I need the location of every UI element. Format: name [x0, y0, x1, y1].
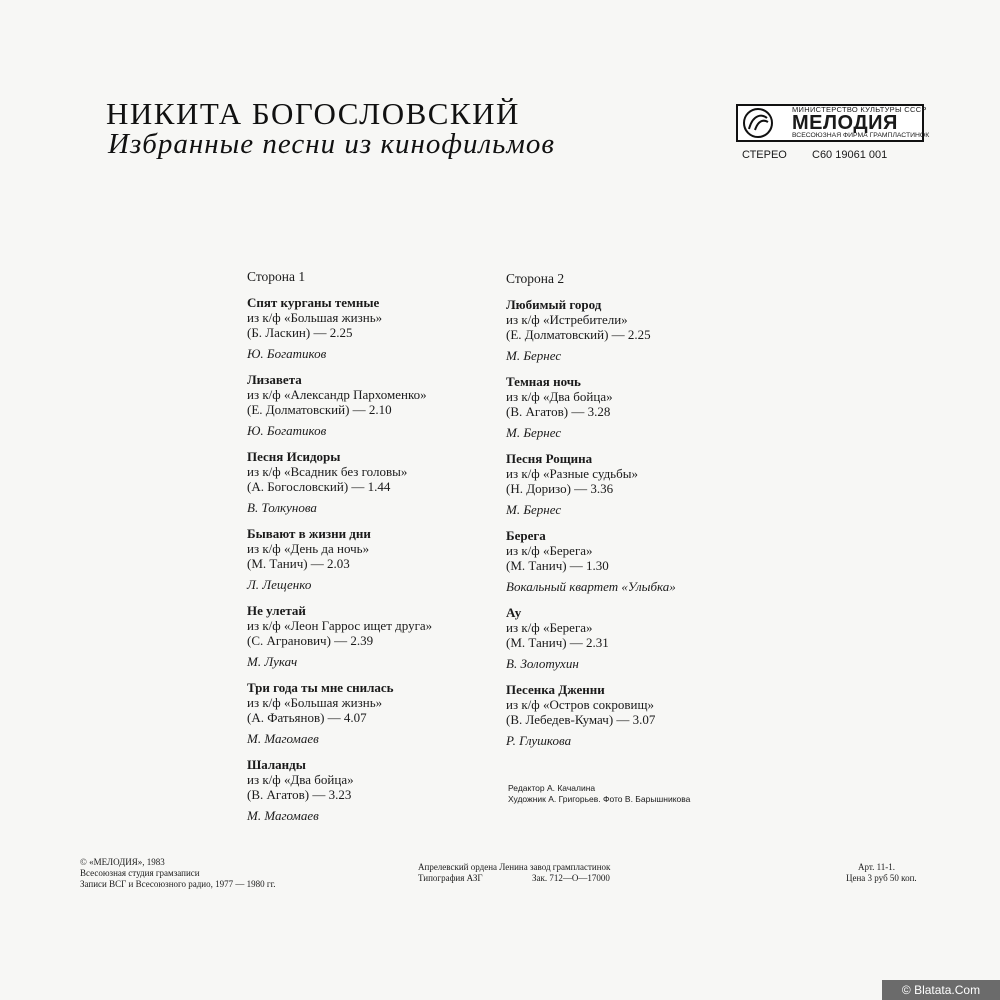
track-film: из к/ф «Берега»: [506, 620, 593, 635]
album-subtitle: Избранные песни из кинофильмов: [108, 128, 555, 160]
side-label: Сторона 2: [506, 271, 565, 286]
track-author-time: (Н. Доризо) — 3.36: [506, 481, 614, 496]
track-title: Бывают в жизни дни: [247, 526, 371, 541]
order-number: Зак. 712—О—17000: [532, 873, 610, 883]
track-performer: М. Бернес: [506, 425, 562, 440]
credits-block: [508, 783, 690, 805]
track-title: Три года ты мне снилась: [247, 680, 394, 695]
article-line: Арт. 11-1.: [858, 862, 896, 872]
catalog-number: С60 19061 001: [812, 149, 888, 161]
track-film: из к/ф «Александр Пархоменко»: [247, 387, 427, 402]
side-label: Сторона 1: [247, 269, 306, 284]
track-title: Спят курганы темные: [247, 295, 380, 310]
track-item: [247, 603, 497, 669]
track-item: [247, 680, 497, 746]
track-performer: Ю. Богатиков: [247, 423, 327, 438]
side-2-tracklist: [506, 271, 726, 759]
track-title: Ау: [506, 605, 522, 620]
editor-credit: Редактор А. Качалина: [508, 783, 596, 793]
track-film: из к/ф «Большая жизнь»: [247, 695, 383, 710]
footer-copyright-block: [80, 857, 276, 890]
side-1-tracklist: [247, 269, 497, 834]
track-performer: Р. Глушкова: [506, 733, 572, 748]
track-author-time: (В. Лебедев-Кумач) — 3.07: [506, 712, 656, 727]
track-film: из к/ф «Два бойца»: [247, 772, 354, 787]
track-author-time: (Е. Долматовский) — 2.10: [247, 402, 392, 417]
track-film: из к/ф «Остров сокровищ»: [506, 697, 655, 712]
site-watermark: © Blatata.Com: [882, 980, 1000, 1000]
logo-brand-name: МЕЛОДИЯ: [792, 112, 898, 134]
track-performer: М. Магомаев: [247, 808, 319, 823]
track-title: Темная ночь: [506, 374, 581, 389]
track-item: [506, 528, 726, 594]
track-item: [247, 526, 497, 592]
track-author-time: (М. Танич) — 1.30: [506, 558, 609, 573]
track-author-time: (Е. Долматовский) — 2.25: [506, 327, 651, 342]
track-author-time: (М. Танич) — 2.03: [247, 556, 350, 571]
track-author-time: (Б. Ласкин) — 2.25: [247, 325, 353, 340]
track-item: [247, 372, 497, 438]
track-author-time: (А. Богословский) — 1.44: [247, 479, 391, 494]
track-author-time: (В. Агатов) — 3.23: [247, 787, 352, 802]
copyright-line: © «МЕЛОДИЯ», 1983: [80, 857, 165, 867]
track-title: Песня Рощина: [506, 451, 593, 466]
track-performer: М. Бернес: [506, 502, 562, 517]
track-author-time: (М. Танич) — 2.31: [506, 635, 609, 650]
track-film: из к/ф «День да ночь»: [247, 541, 370, 556]
price-line: Цена 3 руб 50 коп.: [846, 873, 917, 883]
track-item: [247, 449, 497, 515]
track-film: из к/ф «Всадник без головы»: [247, 464, 408, 479]
recordings-line: Записи ВСГ и Всесоюзного радио, 1977 — 1980 гг.: [80, 879, 276, 889]
stereo-label: СТЕРЕО: [742, 149, 787, 161]
melodiya-emblem-icon: [738, 106, 778, 140]
track-performer: Ю. Богатиков: [247, 346, 327, 361]
track-title: Берега: [506, 528, 546, 543]
studio-line: Всесоюзная студия грамзаписи: [80, 868, 200, 878]
track-title: Песенка Дженни: [506, 682, 605, 697]
track-performer: М. Лукач: [247, 654, 298, 669]
plant-line: Апрелевский ордена Ленина завод грампластинок: [418, 862, 611, 872]
track-item: [506, 451, 726, 517]
printing-line: Типография АЗГ: [418, 873, 483, 883]
track-item: [506, 605, 726, 671]
track-film: из к/ф «Большая жизнь»: [247, 310, 383, 325]
track-performer: В. Толкунова: [247, 500, 317, 515]
track-author-time: (В. Агатов) — 3.28: [506, 404, 611, 419]
track-item: [247, 295, 497, 361]
artist-photo-credit: Художник А. Григорьев. Фото В. Барышникова: [508, 794, 691, 804]
track-performer: Вокальный квартет «Улыбка»: [506, 579, 676, 594]
footer-price-block: [846, 862, 917, 884]
track-performer: М. Бернес: [506, 348, 562, 363]
track-film: из к/ф «Леон Гаррос ищет друга»: [247, 618, 433, 633]
track-film: из к/ф «Берега»: [506, 543, 593, 558]
track-film: из к/ф «Разные судьбы»: [506, 466, 638, 481]
track-title: Лизавета: [247, 372, 302, 387]
track-title: Шаланды: [247, 757, 306, 772]
logo-tagline: ВСЕСОЮЗНАЯ ФИРМА ГРАМПЛАСТИНОК: [792, 132, 930, 139]
track-item: [506, 297, 726, 363]
artist-title: НИКИТА БОГОСЛОВСКИЙ: [106, 96, 520, 131]
track-performer: М. Магомаев: [247, 731, 319, 746]
track-item: [506, 682, 726, 748]
track-item: [247, 757, 497, 823]
logo-ministry-text: МИНИСТЕРСТВО КУЛЬТУРЫ СССР: [792, 105, 927, 114]
track-author-time: (А. Фатьянов) — 4.07: [247, 710, 367, 725]
track-item: [506, 374, 726, 440]
track-title: Не улетай: [247, 603, 306, 618]
track-author-time: (С. Агранович) — 2.39: [247, 633, 374, 648]
track-film: из к/ф «Истребители»: [506, 312, 628, 327]
track-title: Любимый город: [506, 297, 602, 312]
track-performer: Л. Лещенко: [247, 577, 312, 592]
track-performer: В. Золотухин: [506, 656, 579, 671]
track-title: Песня Исидоры: [247, 449, 341, 464]
track-film: из к/ф «Два бойца»: [506, 389, 613, 404]
